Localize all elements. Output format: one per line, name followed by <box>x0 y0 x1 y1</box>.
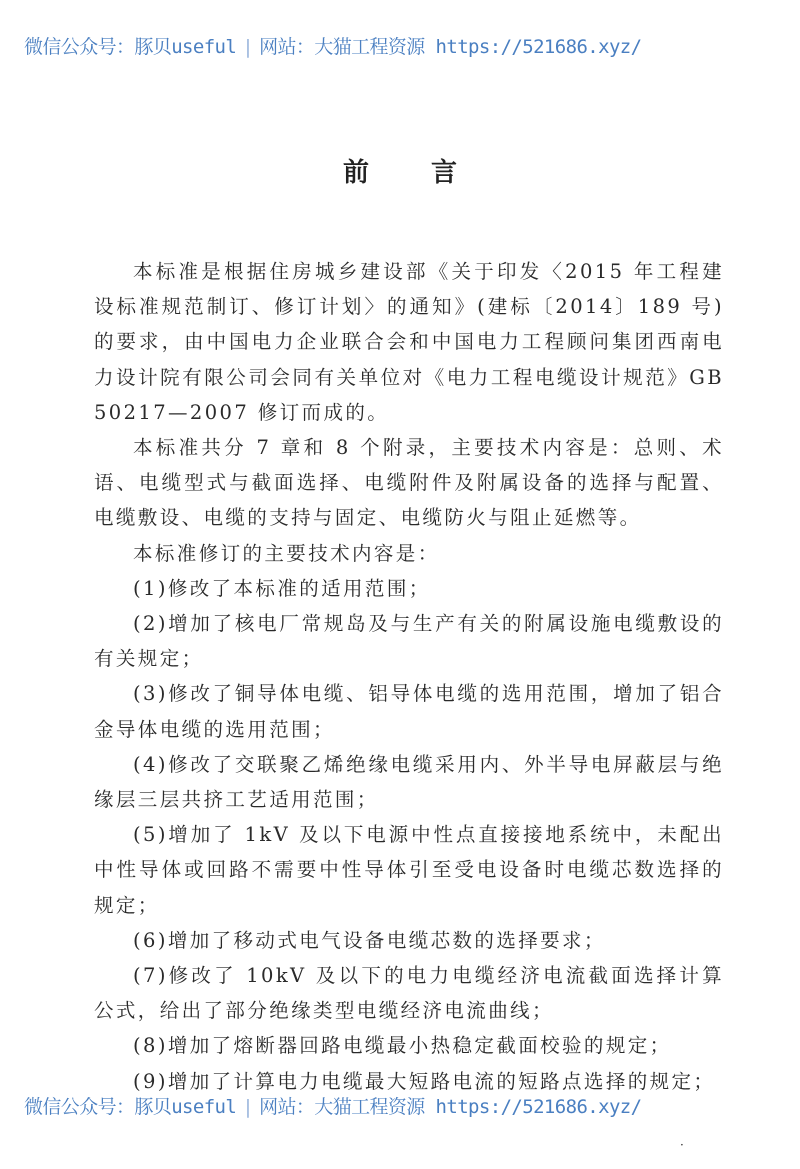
paragraph: 本标准修订的主要技术内容是： <box>133 541 440 565</box>
title-char-1: 前 <box>342 158 369 188</box>
paragraph: 本标准共分 7 章和 8 个附录，主要技术内容是：总则、术语、电缆型式与截面选择、电缆附件及附属设备的选择与配置、电缆敷设、电缆的支持与固定、电缆防火与阻止延燃等。 <box>94 436 724 530</box>
watermark-footer <box>24 1092 784 1119</box>
watermark-site: 网站：大猫工程资源 https://521686.xyz/ <box>259 1096 642 1118</box>
paragraph: 本标准是根据住房城乡建设部《关于印发〈2015 年工程建设标准规范制订、修订计划〉的通知》(建标〔2014〕189 号)的要求，由中国电力企业联合会和中国电力工程顾问集团西南电力设计院有限公司会同有关单位对《电力工程电缆设计规范》GB 50217—2007 修订而成的。 <box>94 260 724 424</box>
list-item: (8)增加了熔断器回路电缆最小热稳定截面校验的规定； <box>133 1034 672 1058</box>
list-item: (1)修改了本标准的适用范围； <box>133 576 431 600</box>
list-item: (3)修改了铜导体电缆、铝导体电缆的选用范围，增加了铝合金导体电缆的选用范围； <box>94 682 724 741</box>
list-item: (5)增加了 1kV 及以下电源中性点直接接地系统中，未配出中性导体或回路不需要中性导体引至受电设备时电缆芯数选择的规定； <box>94 823 724 917</box>
list-item: (9)增加了计算电力电缆最大短路电流的短路点选择的规定； <box>133 1069 716 1093</box>
watermark-separator: | <box>242 36 254 58</box>
title-char-2: 言 <box>431 158 458 188</box>
watermark-site: 网站：大猫工程资源 https://521686.xyz/ <box>259 36 642 58</box>
watermark-wechat: 微信公众号：豚贝useful <box>24 36 237 58</box>
page-title <box>0 152 800 189</box>
list-item: (4)修改了交联聚乙烯绝缘电缆采用内、外半导电屏蔽层与绝缘层三层共挤工艺适用范围； <box>94 752 724 812</box>
watermark-wechat: 微信公众号：豚贝useful <box>24 1096 237 1118</box>
page-mark: · <box>680 1138 684 1152</box>
list-item: (7)修改了 10kV 及以下的电力电缆经济电流截面选择计算公式，给出了部分绝缘类型电缆经济电流曲线； <box>94 964 724 1023</box>
list-item: (2)增加了核电厂常规岛及与生产有关的附属设施电缆敷设的有关规定； <box>94 612 724 671</box>
watermark-separator: | <box>242 1096 254 1118</box>
preface-body <box>94 254 724 1099</box>
list-item: (6)增加了移动式电气设备电缆芯数的选择要求； <box>133 928 606 952</box>
watermark-header <box>24 32 784 59</box>
